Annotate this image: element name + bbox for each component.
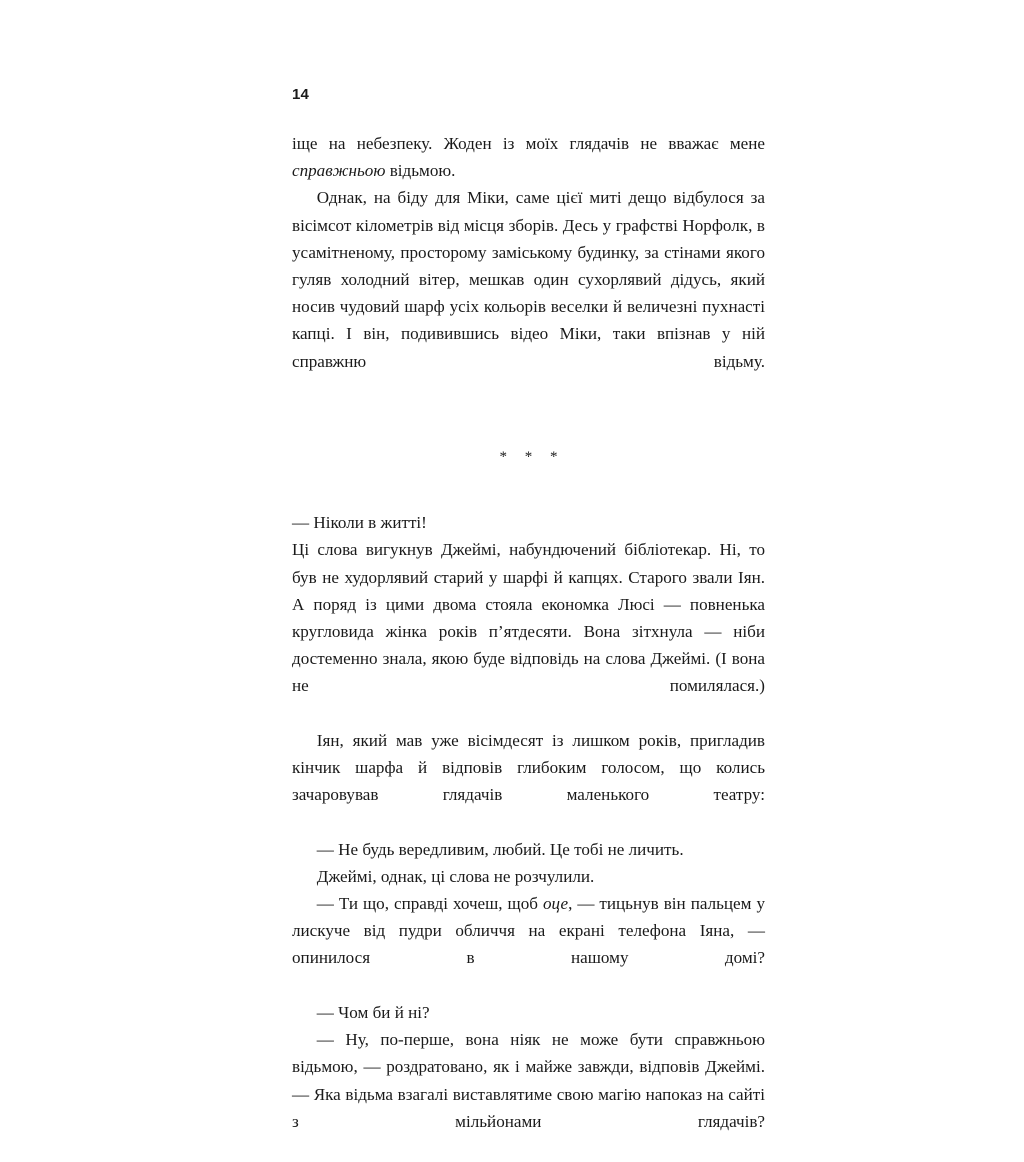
body-text: — Не будь вередливим, любий. Це тобі не личить. <box>316 839 684 859</box>
paragraph <box>292 130 765 184</box>
paragraph <box>292 509 765 536</box>
body-text: Ці слова вигукнув Джеймі, набундючений бібліотекар. Ні, то був не худорлявий старий у шарфі й капцях. Старого звали Іян. А поряд із цими двома стояла економка Люсі — повненька кругловида жінка років п’ятдесяти. Вона зітхнула — ніби достеменно знала, якою буде відповідь на слова Джеймі. (І вона не помилялася.) <box>292 540 765 696</box>
paragraph <box>292 727 765 836</box>
body-text: — Ти що, справді хочеш, щоб <box>316 894 543 914</box>
paragraph <box>292 890 765 999</box>
body-text: відьмою. <box>385 161 456 181</box>
body-text: Іян, який мав уже вісімдесят із лишком років, пригладив кінчик шарфа й відповів глибоким голосом, що колись зачаровував глядачів маленького театру: <box>292 730 765 805</box>
body-text: Однак, на біду для Міки, саме цієї миті дещо відбулося за вісімсот кілометрів від місця зборів. Десь у графстві Норфолк, в усамітненому, просторому заміському будинку, за стінами якого гуляв холодний вітер, мешкав один сухорлявий дідусь, який носив чудовий шарф усіх кольорів веселки й величезні пухнасті капці. І він, подивившись відео Міки, таки впізнав у ній справжню відьму. <box>292 188 765 371</box>
paragraph <box>292 999 765 1026</box>
body-text: — Ніколи в житті! <box>292 513 427 533</box>
page-text-block <box>292 130 765 1162</box>
paragraph <box>292 184 765 402</box>
spacer <box>292 402 765 444</box>
body-text: — Чом би й ні? <box>316 1002 430 1022</box>
scene-break-separator: * * * <box>499 449 565 466</box>
paragraph <box>292 1026 765 1162</box>
page-number: 14 <box>292 86 310 103</box>
body-text: Джеймі, однак, ці слова не розчулили. <box>316 866 595 886</box>
paragraph <box>292 863 765 890</box>
spacer <box>292 471 765 509</box>
body-text: іще на небезпеку. Жоден із моїх глядачів не вважає мене <box>292 134 765 153</box>
body-text: — Ну, по-перше, вона ніяк не може бути справжньою відьмою, — роздратовано, як і майже завжди, відповів Джеймі. — Яка відьма взагалі виставлятиме свою магію напоказ на сайті з мільйонами глядачів? <box>292 1030 765 1131</box>
body-text: , — тицьнув він пальцем у лискуче від пудри обличчя на екрані телефона Іяна, — опинилося в нашому домі? <box>292 894 765 968</box>
emphasis-text: оце <box>542 894 569 914</box>
paragraph <box>292 836 765 863</box>
emphasis-text: справжньою <box>292 161 386 181</box>
paragraph <box>292 536 765 726</box>
